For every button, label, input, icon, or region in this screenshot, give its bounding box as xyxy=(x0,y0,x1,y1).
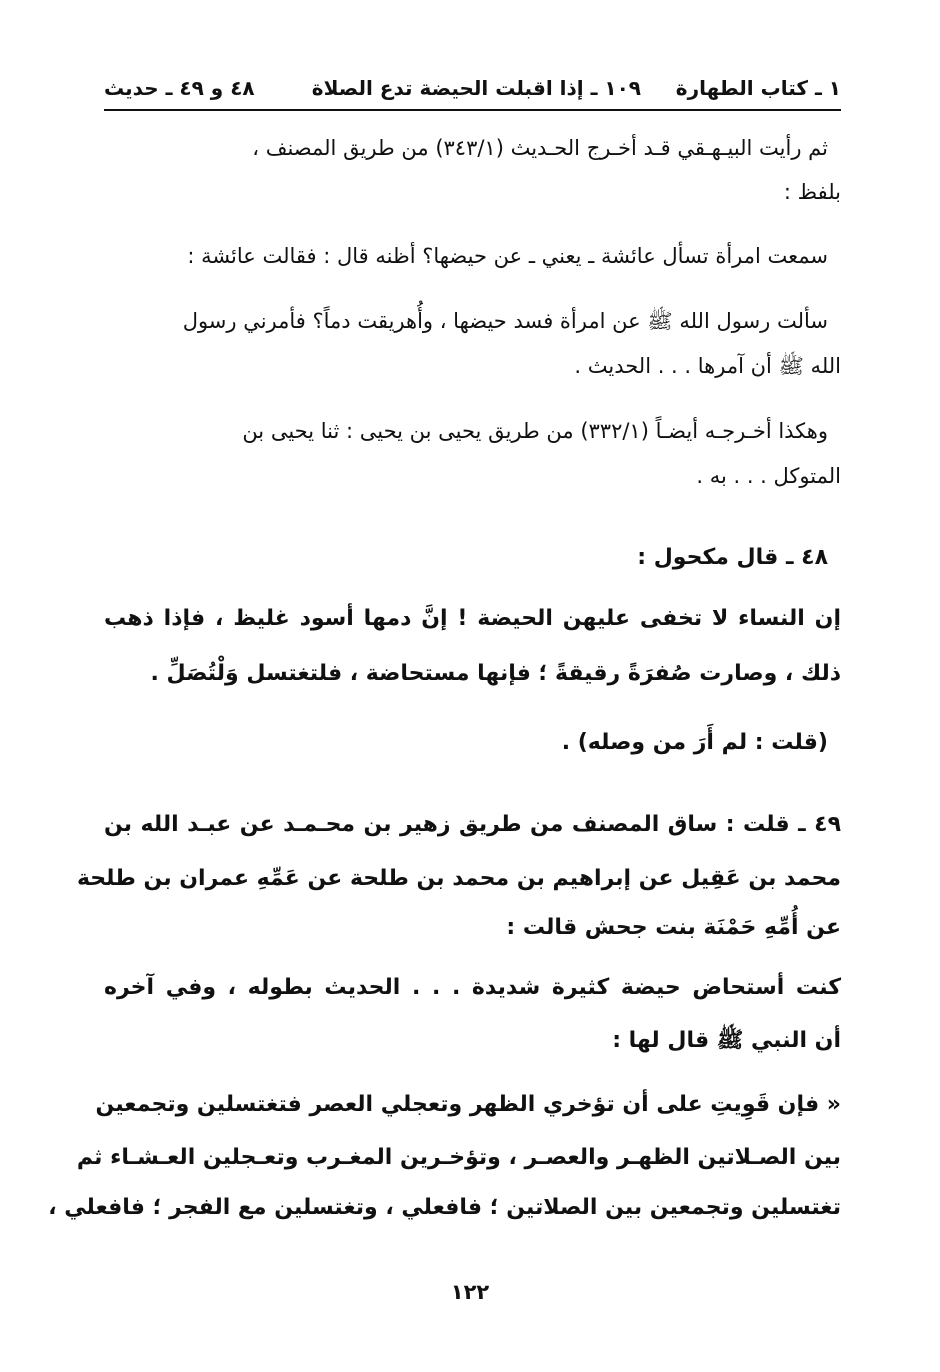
text-line: عن أُمِّهِ حَمْنَة بنت جحش قالت : xyxy=(506,915,841,940)
header-book-title: ١ ـ كتاب الطهارة xyxy=(675,76,841,100)
text-line: بين الصـلاتين الظهـر والعصـر ، وتؤخـرين المغـرب وتعـجلين العـشـاء ثم xyxy=(76,1145,841,1170)
hadith-48-heading: ٤٨ ـ قال مكحول : xyxy=(637,545,828,570)
header-divider xyxy=(104,109,841,111)
text-line: تغتسلين وتجمعين بين الصلاتين ؛ فافعلي ، وتغتسلين مع الفجر ؛ فافعلي ، xyxy=(48,1195,841,1220)
text-line: أن النبي ﷺ قال لها : xyxy=(612,1028,841,1053)
text-line: المتوكل . . . به . xyxy=(696,464,841,488)
text-line: « فإن قَوِيتِ على أن تؤخري الظهر وتعجلي العصر فتغتسلين وتجمعين xyxy=(95,1092,841,1117)
text-line: كنت أستحاض حيضة كثيرة شديدة . . . الحديث بطوله ، وفي آخره xyxy=(104,975,841,1000)
text-line: الله ﷺ أن آمرها . . . الحديث . xyxy=(574,354,841,378)
author-note: (قلت : لم أَرَ من وصله) . xyxy=(561,730,828,755)
text-line: سمعت امرأة تسأل عائشة ـ يعني ـ عن حيضها؟ أظنه قال : فقالت عائشة : xyxy=(187,244,828,268)
text-line: بلفظ : xyxy=(783,180,841,204)
running-header xyxy=(104,72,841,106)
text-line: محمد بن عَقِيل عن إبراهيم بن محمد بن طلحة عن عَمِّهِ عمران بن طلحة xyxy=(76,866,841,891)
text-line: ثم رأيت البيـهـقي قـد أخـرج الحـديث (٣٤٣/١) من طريق المصنف ، xyxy=(252,136,828,160)
text-line: وهكذا أخـرجـه أيضـاً (٣٣٢/١) من طريق يحيى بن يحيى : ثنا يحيى بن xyxy=(242,419,828,443)
header-chapter-title: ١٠٩ ـ إذا اقبلت الحيضة تدع الصلاة xyxy=(311,76,641,100)
text-line: إن النساء لا تخفى عليهن الحيضة ! إنَّ دمها أسود غليظ ، فإذا ذهب xyxy=(104,606,841,631)
text-line: ٤٩ ـ قلت : ساق المصنف من طريق زهير بن محـمـد عن عبـد الله بن xyxy=(104,812,841,837)
header-hadith-numbers: ٤٨ و ٤٩ ـ حديث xyxy=(104,76,255,100)
text-line: سألت رسول الله ﷺ عن امرأة فسد حيضها ، وأُهريقت دماً؟ فأمرني رسول xyxy=(182,309,828,333)
page-number: ١٢٢ xyxy=(450,1280,490,1304)
text-line: ذلك ، وصارت صُفرَةً رقيقةً ؛ فإنها مستحاضة ، فلتغتسل وَلْتُصَلِّ . xyxy=(150,661,841,686)
